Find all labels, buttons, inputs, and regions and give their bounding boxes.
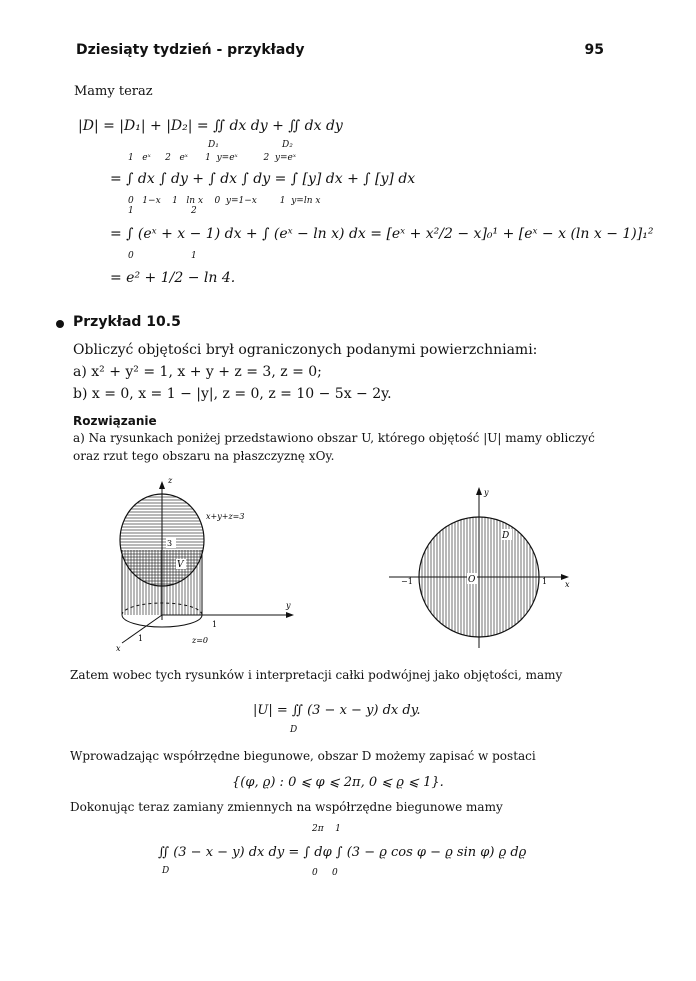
cylinder-top-plane: [120, 494, 204, 586]
label-minus-1: −1: [401, 577, 413, 586]
intro-text: Mamy teraz: [74, 84, 153, 99]
label-z0: z=0: [192, 636, 209, 645]
equation-4: = e² + 1/2 − ln 4.: [110, 270, 236, 286]
label-x: x: [116, 644, 121, 653]
equation-3-upper-limits: 1 2: [128, 206, 197, 216]
equation-final-sub: D: [162, 866, 170, 876]
solution-line-2: oraz rzut tego obszaru na płaszczyznę xOy.: [73, 449, 335, 463]
header-title: Dziesiąty tydzień - przykłady: [76, 42, 305, 58]
polar-text: Wprowadzając współrzędne biegunowe, obszar D możemy zapisać w postaci: [70, 749, 536, 763]
figure-right-disk: [385, 483, 585, 653]
example-task: Obliczyć objętości brył ograniczonych podanymi powierzchniami:: [73, 342, 538, 358]
equation-1-sub-d2: D₂: [282, 140, 293, 150]
equation-final-upper: 2π 1: [312, 824, 341, 834]
label-v: V: [177, 560, 184, 570]
label-y: y: [286, 601, 291, 610]
equation-u-sub: D: [290, 725, 298, 735]
label-d: D: [502, 531, 510, 541]
equation-1-sub-d1: D₁: [208, 140, 219, 150]
equation-2: = ∫ dx ∫ dy + ∫ dx ∫ dy = ∫ [y] dx + ∫ [y] dx: [110, 171, 416, 187]
change-text: Dokonując teraz zamiany zmiennych na współrzędne biegunowe mamy: [70, 800, 503, 814]
equation-3-lower-limits: 0 1: [128, 251, 197, 261]
example-title: Przykład 10.5: [73, 314, 181, 330]
y-axis-arrow-icon: [286, 612, 294, 618]
example-b: b) x = 0, x = 1 − |y|, z = 0, z = 10 − 5x − 2y.: [73, 386, 392, 402]
figure-left-cylinder: [100, 475, 300, 655]
y-axis-arrow-icon: [476, 487, 482, 495]
equation-2-lower-limits: 0 1−x 1 ln x 0 y=1−x 1 y=ln x: [128, 196, 321, 206]
label-o: O: [468, 575, 476, 585]
solution-title: Rozwiązanie: [73, 414, 157, 428]
page-number: 95: [584, 42, 604, 58]
bullet-icon: [56, 320, 64, 328]
equation-3: = ∫ (eˣ + x − 1) dx + ∫ (eˣ − ln x) dx = [eˣ + x²/2 − x]₀¹ + [eˣ − x (ln x − 1)]₁²: [110, 226, 654, 242]
equation-1: |D| = |D₁| + |D₂| = ∬ dx dy + ∬ dx dy: [78, 118, 343, 134]
z-axis-arrow-icon: [159, 481, 165, 489]
label-x: x: [565, 580, 570, 589]
equation-final: ∬ (3 − x − y) dx dy = ∫ dφ ∫ (3 − ϱ cos φ − ϱ sin φ) ϱ dϱ: [158, 845, 527, 860]
polar-set: {(φ, ϱ) : 0 ⩽ φ ⩽ 2π, 0 ⩽ ϱ ⩽ 1}.: [232, 775, 444, 790]
equation-final-lower: 0 0: [312, 868, 338, 878]
label-y: y: [484, 488, 489, 497]
label-plane: x+y+z=3: [206, 512, 245, 521]
equation-u: |U| = ∬ (3 − x − y) dx dy.: [253, 703, 421, 718]
label-z: z: [168, 476, 173, 485]
solution-line-1: a) Na rysunkach poniżej przedstawiono obszar U, którego objętość |U| mamy obliczyć: [73, 431, 595, 445]
equation-2-upper-limits: 1 eˣ 2 eˣ 1 y=eˣ 2 y=eˣ: [128, 153, 297, 163]
label-3: 3: [167, 539, 173, 548]
label-1: 1: [542, 577, 548, 586]
label-1-x: 1: [138, 634, 144, 643]
example-a: a) x² + y² = 1, x + y + z = 3, z = 0;: [73, 364, 322, 380]
label-1-y: 1: [212, 620, 218, 629]
after-figure-text: Zatem wobec tych rysunków i interpretacji całki podwójnej jako objętości, mamy: [70, 668, 563, 682]
